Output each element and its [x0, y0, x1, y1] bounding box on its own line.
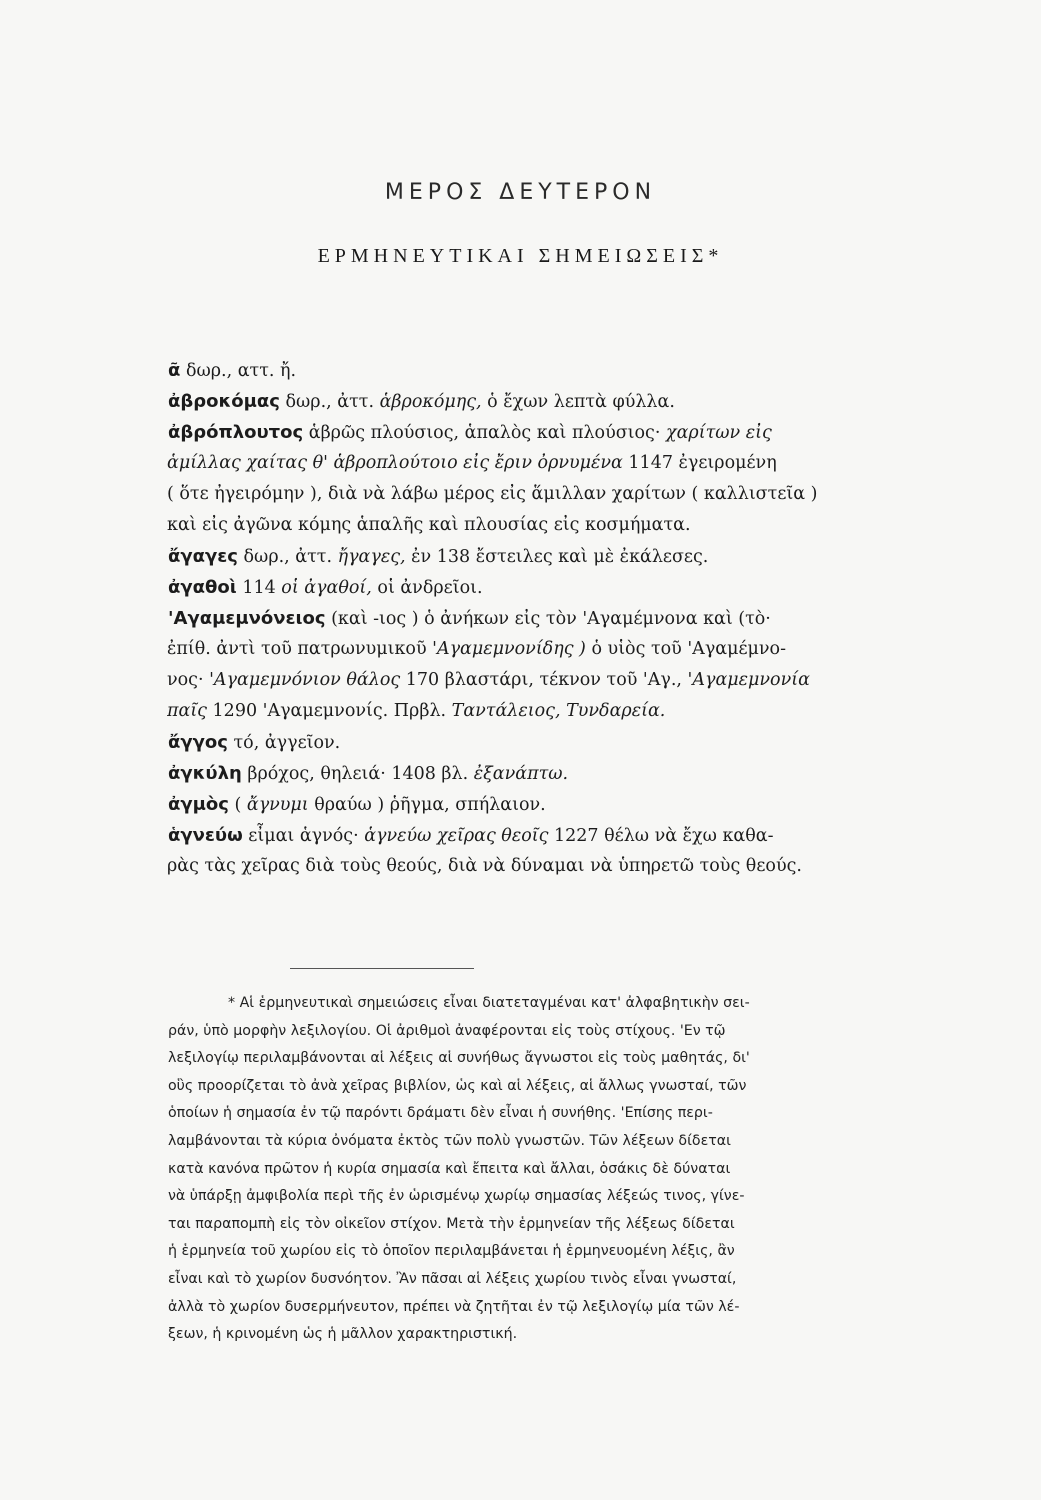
footnote-line: ται παραπομπὴ εἰς τὸν οἰκεῖον στίχον. Μετὰ τὴν ἑρμηνείαν τῆς λέξεως δίδεται	[168, 1215, 735, 1232]
glossary-entries	[168, 355, 938, 882]
glossary-line: ἄγαγες δωρ., ἀττ. ἤγαγες, ἐν 138 ἔστειλες καὶ μὲ ἐκάλεσες.	[168, 546, 709, 567]
footnote-line: κατὰ κανόνα πρῶτον ἡ κυρία σημασία καὶ ἔπειτα καὶ ἄλλαι, ὁσάκις δὲ δύναται	[168, 1160, 731, 1177]
headword: ἀβρόπλουτος	[168, 422, 304, 443]
footnote-line: ὁποίων ἡ σημασία ἐν τῷ παρόντι δράματι δὲν εἶναι ἡ συνήθης. 'Επίσης περι-	[168, 1105, 713, 1122]
footnote-line: οὓς προορίζεται τὸ ἀνὰ χεῖρας βιβλίον, ὡς καὶ αἱ λέξεις, αἱ ἄλλως γνωσταί, τῶν	[168, 1077, 747, 1094]
headword: ἁγνεύω	[168, 825, 243, 846]
glossary-line: ἀγαθοὶ 114 οἱ ἀγαθοί, οἱ ἀνδρεῖοι.	[168, 577, 483, 598]
headword: ἀβροκόμας	[168, 391, 280, 412]
glossary-line: ᾶ δωρ., αττ. ἤ.	[168, 360, 297, 381]
glossary-line: ἁμίλλας χαίτας θ' ἁβροπλούτοιο εἰς ἔριν ὀρνυμένα 1147 ἐγειρομένη	[167, 453, 777, 473]
headword: ἄγαγες	[168, 546, 238, 567]
part-title: ΜΕΡΟΣ ΔΕΥΤΕΡΟΝ	[384, 180, 657, 205]
headword: 'Αγαμεμνόνειος	[168, 608, 326, 629]
headword: ἀγκύλη	[168, 763, 242, 784]
footnote-line: λεξιλογίῳ περιλαμβάνονται αἱ λέξεις αἱ συνήθως ἄγνωστοι εἰς τοὺς μαθητάς, δι'	[168, 1050, 750, 1067]
glossary-line: παῖς 1290 'Αγαμεμνονίς. Πρβλ. Ταντάλειος, Τυνδαρεία.	[167, 701, 666, 721]
headword: ἀγαθοὶ	[168, 577, 237, 598]
footnote-line: νὰ ὑπάρξῃ ἀμφιβολία περὶ τῆς ἐν ὡρισμένῳ χωρίῳ σημασίας λέξεώς τινος, γίνε-	[168, 1188, 745, 1205]
glossary-line: ἀγκύλη βρόχος, θηλειά· 1408 βλ. ἐξανάπτω.	[168, 763, 569, 784]
section-title: ΕΡΜΗΝΕΥΤΙΚΑΙ ΣΗΜΕΙΩΣΕΙΣ*	[317, 245, 724, 267]
glossary-line: ἀβροκόμας δωρ., ἀττ. ἁβροκόμης, ὁ ἔχων λεπτὰ φύλλα.	[168, 391, 675, 412]
footnote-line: ἡ ἑρμηνεία τοῦ χωρίου εἰς τὸ ὁποῖον περιλαμβάνεται ἡ ἑρμηνευομένη λέξις, ἂν	[168, 1243, 735, 1260]
glossary-line: ἁγνεύω εἶμαι ἁγνός· ἁγνεύω χεῖρας θεοῖς 1227 θέλω νὰ ἔχω καθα-	[168, 825, 774, 846]
footnote-line: ράν, ὑπὸ μορφὴν λεξιλογίου. Οἱ ἀριθμοὶ ἀναφέρονται εἰς τοὺς στίχους. 'Εν τῷ	[168, 1022, 726, 1039]
footnote-line: * Αἱ ἑρμηνευτικαὶ σημειώσεις εἶναι διατεταγμέναι κατ' ἀλφαβητικὴν σει-	[228, 995, 750, 1011]
footnote	[168, 990, 938, 1349]
glossary-line: ἀβρόπλουτος ἁβρῶς πλούσιος, ἁπαλὸς καὶ πλούσιος· χαρίτων εἰς	[168, 422, 772, 443]
glossary-line: ( ὅτε ἠγειρόμην ), διὰ νὰ λάβω μέρος εἰς ἅμιλλαν χαρίτων ( καλλιστεῖα )	[167, 484, 818, 504]
footnote-divider	[290, 968, 474, 969]
glossary-line: ρὰς τὰς χεῖρας διὰ τοὺς θεούς, διὰ νὰ δύναμαι νὰ ὑπηρετῶ τοὺς θεούς.	[167, 856, 802, 876]
headword: ἀγμὸς	[168, 794, 229, 815]
footnote-line: λαμβάνονται τὰ κύρια ὀνόματα ἐκτὸς τῶν πολὺ γνωστῶν. Τῶν λέξεων δίδεται	[168, 1132, 731, 1149]
headword: ᾶ	[168, 360, 181, 381]
glossary-line: ἀγμὸς ( ἄγνυμι θραύω ) ῥῆγμα, σπήλαιον.	[168, 794, 546, 815]
footnote-line: ξεων, ἡ κρινομένη ὡς ἡ μᾶλλον χαρακτηριστική.	[168, 1326, 518, 1343]
glossary-line: νος· 'Αγαμεμνόνιον θάλος 170 βλαστάρι, τέκνον τοῦ 'Αγ., 'Αγαμεμνονία	[167, 670, 810, 690]
footnote-line: εἶναι καὶ τὸ χωρίον δυσνόητον. Ἂν πᾶσαι αἱ λέξεις χωρίου τινὸς εἶναι γνωσταί,	[168, 1270, 737, 1287]
footnote-line: ἀλλὰ τὸ χωρίον δυσερμήνευτον, πρέπει νὰ ζητῆται ἐν τῷ λεξιλογίῳ μία τῶν λέ-	[168, 1298, 740, 1315]
headword: ἄγγος	[168, 732, 228, 753]
glossary-line: ἄγγος τό, ἀγγεῖον.	[168, 732, 341, 753]
glossary-line: 'Αγαμεμνόνειος (καὶ -ιος ) ὁ ἀνήκων εἰς τὸν 'Αγαμέμνονα καὶ (τὸ·	[168, 608, 771, 629]
glossary-line: καὶ εἰς ἀγῶνα κόμης ἁπαλῆς καὶ πλουσίας εἰς κοσμήματα.	[167, 515, 691, 535]
glossary-line: ἐπίθ. ἀντὶ τοῦ πατρωνυμικοῦ 'Αγαμεμνονίδης ) ὁ υἱὸς τοῦ 'Αγαμέμνο-	[167, 639, 786, 659]
